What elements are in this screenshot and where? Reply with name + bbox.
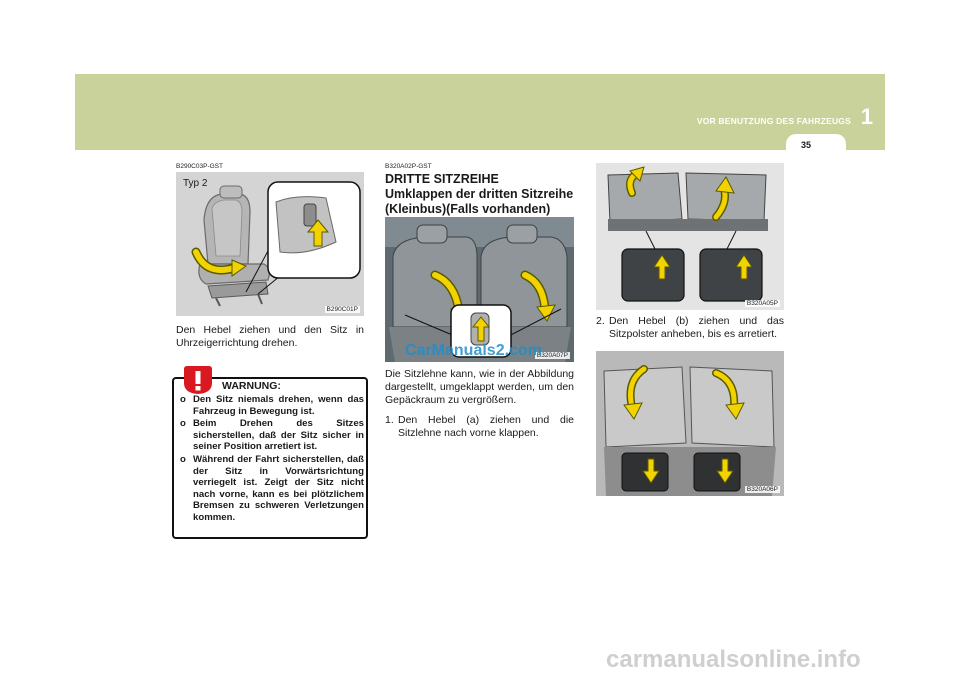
chapter-title: VOR BENUTZUNG DES FAHRZEUGS <box>696 116 851 126</box>
step-number: 2. <box>596 315 605 327</box>
warning-bullet: o <box>180 454 186 465</box>
footer-watermark: carmanualsonline.info <box>606 646 861 673</box>
figure-code: B290C01P <box>326 306 358 313</box>
warning-box <box>172 377 368 539</box>
step-number: 1. <box>385 414 394 426</box>
fold-description-text: Die Sitzlehne kann, wie in der Abbildung dargestellt, umgeklappt werden, um den Gepäckraum zu vergrößern. <box>385 368 574 406</box>
warning-item <box>180 394 364 417</box>
chapter-number: 1 <box>860 104 873 129</box>
section-title <box>385 172 580 217</box>
instruction-step <box>385 414 574 440</box>
section-code: B320A02P-GST <box>385 163 432 170</box>
figure-variant-label: Typ 2 <box>183 178 208 189</box>
warning-bullet: o <box>180 418 186 429</box>
seat-illustration <box>176 172 364 316</box>
page-number: 35 <box>800 140 811 150</box>
warning-item-text: Beim Drehen des Sitzes sicherstellen, daß der Sitz sicher in seiner Position arretiert ist. <box>193 418 364 453</box>
section-title-line: (Kleinbus)(Falls vorhanden) <box>385 202 551 216</box>
seat-cushion-lever-figure <box>596 163 784 310</box>
seat-instruction-text: Den Hebel ziehen und den Sitz in Uhrzeigerrichtung drehen. <box>176 324 364 349</box>
figure-code: B320A05P <box>746 300 778 307</box>
watermark-overlay: CarManuals2.com <box>405 342 542 359</box>
seat-rotation-figure <box>176 172 364 316</box>
warning-bullet: o <box>180 394 186 405</box>
warning-item-text: Den Sitz niemals drehen, wenn das Fahrzeug in Bewegung ist. <box>193 394 364 417</box>
step-text: Den Hebel (a) ziehen und die Sitzlehne nach vorne klappen. <box>398 414 574 439</box>
warning-item <box>180 454 364 524</box>
step-text: Den Hebel (b) ziehen und das Sitzpolster anheben, bis es arretiert. <box>609 315 784 340</box>
warning-exclamation-icon <box>181 365 215 395</box>
section-title-line: DRITTE SITZREIHE <box>385 172 499 186</box>
figure-code: B320A07P <box>536 352 568 359</box>
section-code: B290C03P-GST <box>176 163 223 170</box>
chapter-header-band <box>75 74 885 150</box>
warning-item <box>180 418 364 453</box>
rear-seat-photo <box>385 217 574 362</box>
warning-title: WARNUNG: <box>222 380 281 392</box>
seat-cushion-photo <box>596 163 784 310</box>
third-row-seat-figure <box>385 217 574 362</box>
section-title-line: Umklappen der dritten Sitzreihe <box>385 187 574 201</box>
folded-seat-photo <box>596 351 784 496</box>
figure-code: B320A06P <box>746 486 778 493</box>
warning-item-text: Während der Fahrt sicherstellen, daß der Sitz in Vorwärtsrichtung verriegelt ist. Zeigt der Sitz nicht nach vorne, kann es bei plötzlichem Bremsen zu schweren Verletzungen kommen. <box>193 454 364 523</box>
instruction-step <box>596 315 784 341</box>
seat-fold-down-figure <box>596 351 784 496</box>
